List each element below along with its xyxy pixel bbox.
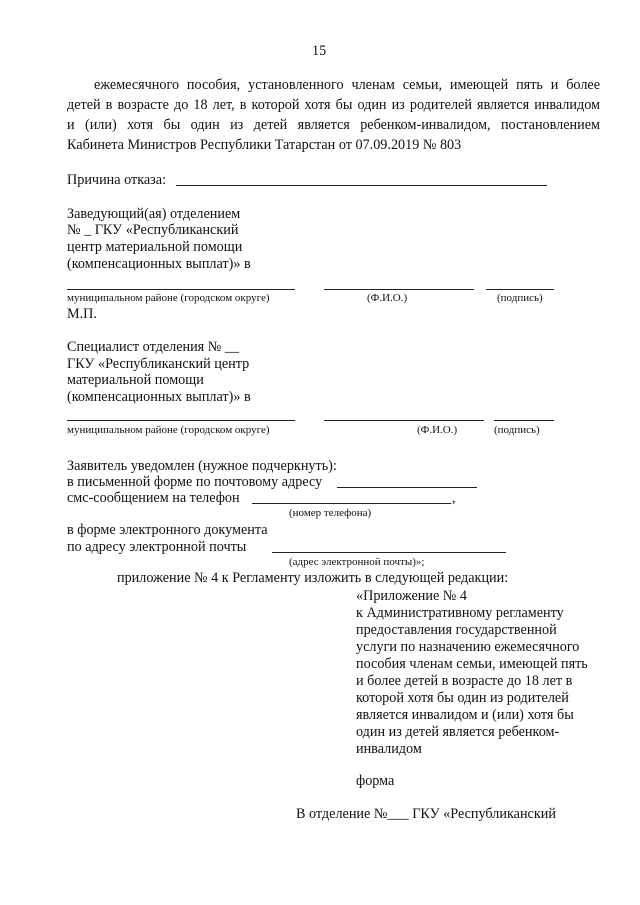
specialist-fio-line — [324, 420, 484, 421]
head-line-1: Заведующий(ая) отделением — [67, 206, 241, 222]
stamp-place: М.П. — [67, 306, 97, 322]
intro-line-1: ежемесячного пособия, установленного членам семьи, имеющей пять и более — [94, 77, 600, 93]
specialist-line-1: Специалист отделения № __ — [67, 339, 240, 355]
head-line-4: (компенсационных выплат)» в — [67, 256, 251, 272]
specialist-line-2: ГКУ «Республиканский центр — [67, 356, 250, 372]
specialist-caption-district: муниципальном районе (городском округе) — [67, 424, 270, 436]
phone-number-line — [252, 503, 451, 504]
appendix-line-2: к Административному регламенту — [356, 605, 564, 621]
intro-line-2: детей в возрасте до 18 лет, в которой хотя бы один из родителей является инвалидом — [67, 97, 600, 113]
specialist-caption-signature: (подпись) — [494, 424, 540, 436]
postal-address-line — [337, 487, 477, 488]
specialist-line-3: материальной помощи — [67, 372, 204, 388]
head-signature-line — [486, 289, 554, 290]
appendix-line-9: один из детей является ребенком- — [356, 724, 560, 740]
appendix-line-10: инвалидом — [356, 741, 422, 757]
appendix-line-3: предоставления государственной — [356, 622, 557, 638]
form-label: форма — [356, 773, 395, 789]
phone-comma: , — [452, 490, 456, 506]
amendment-text: приложение № 4 к Регламенту изложить в следующей редакции: — [117, 570, 509, 586]
addressee-line: В отделение №___ ГКУ «Республиканский — [296, 806, 556, 822]
notification-sms: смс-сообщением на телефон — [67, 490, 240, 506]
appendix-line-1: «Приложение № 4 — [356, 588, 467, 604]
page-number: 15 — [312, 43, 327, 59]
appendix-line-4: услуги по назначению ежемесячного — [356, 639, 580, 655]
specialist-line-4: (компенсационных выплат)» в — [67, 389, 251, 405]
phone-caption: (номер телефона) — [289, 507, 372, 519]
appendix-line-7: которой хотя бы один из родителей — [356, 690, 569, 706]
head-line-2: № _ ГКУ «Республиканский — [67, 222, 239, 238]
refusal-reason-label: Причина отказа: — [67, 172, 167, 188]
head-district-line — [67, 289, 295, 290]
email-address-line — [272, 552, 506, 553]
appendix-line-5: пособия членам семьи, имеющей пять — [356, 656, 588, 672]
appendix-line-6: и более детей в возрасте до 18 лет в — [356, 673, 573, 689]
appendix-line-8: является инвалидом и (или) хотя бы — [356, 707, 574, 723]
email-caption: (адрес электронной почты)»; — [289, 556, 425, 568]
head-fio-line — [324, 289, 474, 290]
head-line-3: центр материальной помощи — [67, 239, 243, 255]
refusal-reason-line — [176, 185, 547, 186]
notification-heading: Заявитель уведомлен (нужное подчеркнуть): — [67, 458, 337, 474]
head-caption-district: муниципальном районе (городском округе) — [67, 292, 270, 304]
notification-written: в письменной форме по почтовому адресу — [67, 474, 323, 490]
intro-line-4: Кабинета Министров Республики Татарстан от 07.09.2019 № 803 — [67, 137, 462, 153]
notification-electronic-2: по адресу электронной почты — [67, 539, 247, 555]
specialist-caption-fio: (Ф.И.О.) — [417, 424, 458, 436]
head-caption-fio: (Ф.И.О.) — [367, 292, 408, 304]
head-caption-signature: (подпись) — [497, 292, 543, 304]
specialist-district-line — [67, 420, 295, 421]
intro-line-3: и (или) хотя бы один из детей является ребенком-инвалидом, постановлением — [67, 117, 600, 133]
specialist-signature-line — [494, 420, 554, 421]
notification-electronic-1: в форме электронного документа — [67, 522, 268, 538]
